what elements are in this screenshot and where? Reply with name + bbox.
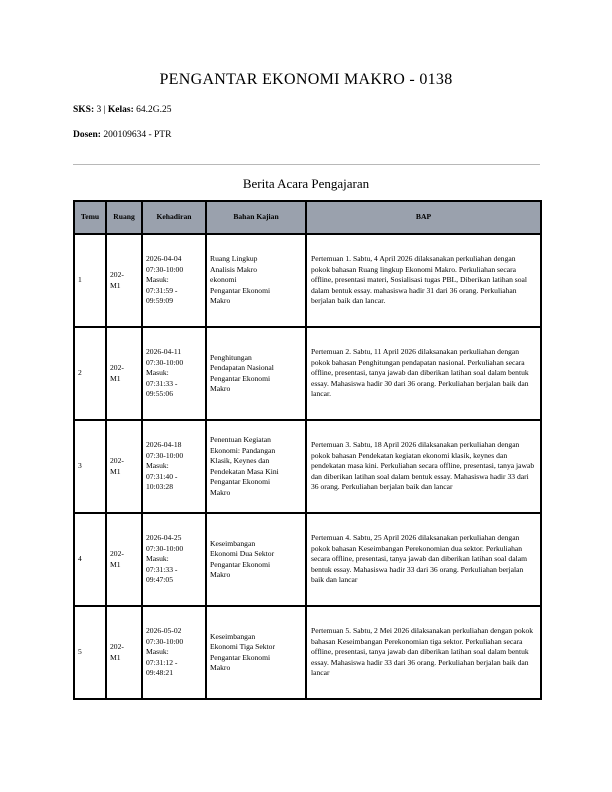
column-header-ruang: Ruang [106, 201, 142, 234]
kelas-label: Kelas: [107, 105, 134, 115]
bap-cell: Pertemuan 1. Sabtu, 4 April 2026 dilaksanakan perkuliahan dengan pokok bahasan Ruang lingkup Ekonomi Makro. Perkuliahan secara offline, presentasi materi, Sosialisasi tugas PBL, Diberikan latihan soal dalam bentuk essay. mahasiswa hadir 31 dari 36 orang. Perkuliahan berjalan baik dan lancar. [306, 234, 541, 327]
kehadiran-cell: 2026-04-25 07:30-10:00 Masuk: 07:31:33 - 09:47:05 [142, 513, 206, 606]
temu-cell: 2 [74, 327, 106, 420]
table-row [74, 420, 541, 513]
table-row [74, 513, 541, 606]
divider [73, 164, 540, 165]
dosen-value: 200109634 - PTR [103, 130, 172, 140]
ruang-cell: 202- M1 [106, 513, 142, 606]
column-header-bap: BAP [306, 201, 541, 234]
column-header-temu: Temu [74, 201, 106, 234]
temu-cell: 4 [74, 513, 106, 606]
kehadiran-cell: 2026-04-18 07:30-10:00 Masuk: 07:31:40 - 10:03:28 [142, 420, 206, 513]
column-header-kehadiran: Kehadiran [142, 201, 206, 234]
temu-cell: 1 [74, 234, 106, 327]
ruang-cell: 202- M1 [106, 327, 142, 420]
course-meta [73, 105, 172, 115]
kehadiran-cell: 2026-04-11 07:30-10:00 Masuk: 07:31:33 - 09:55:06 [142, 327, 206, 420]
ruang-cell: 202- M1 [106, 420, 142, 513]
table-header-row [74, 201, 541, 234]
bap-cell: Pertemuan 3. Sabtu, 18 April 2026 dilaksanakan perkuliahan dengan pokok bahasan Pendekatan kegiatan ekonomi klasik, keynes dan pendekatan masa kini. Perkuliahan secara offline, presentasi, tanya jawab dan diberikan latihan soal dalam bentuk essay. Mahasiswa hadir 33 dari 36 orang. Perkuliahan berjalan baik dan lancar [306, 420, 541, 513]
ruang-cell: 202- M1 [106, 234, 142, 327]
course-title: PENGANTAR EKONOMI MAKRO - 0138 [159, 71, 453, 88]
table-row [74, 327, 541, 420]
meta-separator: | [103, 105, 106, 115]
teaching-record-table [73, 200, 542, 700]
bap-cell: Pertemuan 2. Sabtu, 11 April 2026 dilaksanakan perkuliahan dengan pokok bahasan Penghitungan pendapatan nasional. Perkuliahan secara offline, presentasi, tanya jawab dan diberikan latihan soal dalam bentuk essay. Mahasiswa hadir 30 dari 36 orang. Perkuliahan berjalan baik dan lancar. [306, 327, 541, 420]
bahan-kajian-cell: Penentuan Kegiatan Ekonomi: Pandangan Klasik, Keynes dan Pendekatan Masa Kini Pengantar Ekonomi Makro [206, 420, 306, 513]
bahan-kajian-cell: Keseimbangan Ekonomi Tiga Sektor Pengantar Ekonomi Makro [206, 606, 306, 699]
bap-cell: Pertemuan 5. Sabtu, 2 Mei 2026 dilaksanakan perkuliahan dengan pokok bahasan Keseimbangan Perekonomian tiga sektor. Perkuliahan secara offline, presentasi, tanya jawab dan diberikan latihan soal dalam bentuk essay. Mahasiswa hadir 33 dari 36 orang. Perkuliahan berjalan baik dan lancar [306, 606, 541, 699]
ruang-cell: 202- M1 [106, 606, 142, 699]
kelas-value: 64.2G.25 [136, 105, 172, 115]
sks-value: 3 [96, 105, 102, 115]
section-title: Berita Acara Pengajaran [242, 176, 370, 191]
bap-cell: Pertemuan 4. Sabtu, 25 April 2026 dilaksanakan perkuliahan dengan pokok bahasan Keseimbangan Perekonomian dua sektor. Perkuliahan secara offline, presentasi, tanya jawab dan diberikan latihan soal dalam bentuk essay. Mahasiswa hadir 33 dari 36 orang. Perkuliahan berjalan baik dan lancar [306, 513, 541, 606]
sks-label: SKS: [73, 105, 95, 115]
dosen-label: Dosen: [73, 130, 101, 140]
column-header-bahan-kajian: Bahan Kajian [206, 201, 306, 234]
table-row [74, 606, 541, 699]
bahan-kajian-cell: Keseimbangan Ekonomi Dua Sektor Pengantar Ekonomi Makro [206, 513, 306, 606]
kehadiran-cell: 2026-04-04 07:30-10:00 Masuk: 07:31:59 - 09:59:09 [142, 234, 206, 327]
temu-cell: 3 [74, 420, 106, 513]
bahan-kajian-cell: Penghitungan Pendapatan Nasional Pengantar Ekonomi Makro [206, 327, 306, 420]
lecturer-meta [73, 130, 171, 140]
bahan-kajian-cell: Ruang Lingkup Analisis Makro ekonomi Pengantar Ekonomi Makro [206, 234, 306, 327]
table-row [74, 234, 541, 327]
kehadiran-cell: 2026-05-02 07:30-10:00 Masuk: 07:31:12 - 09:48:21 [142, 606, 206, 699]
temu-cell: 5 [74, 606, 106, 699]
